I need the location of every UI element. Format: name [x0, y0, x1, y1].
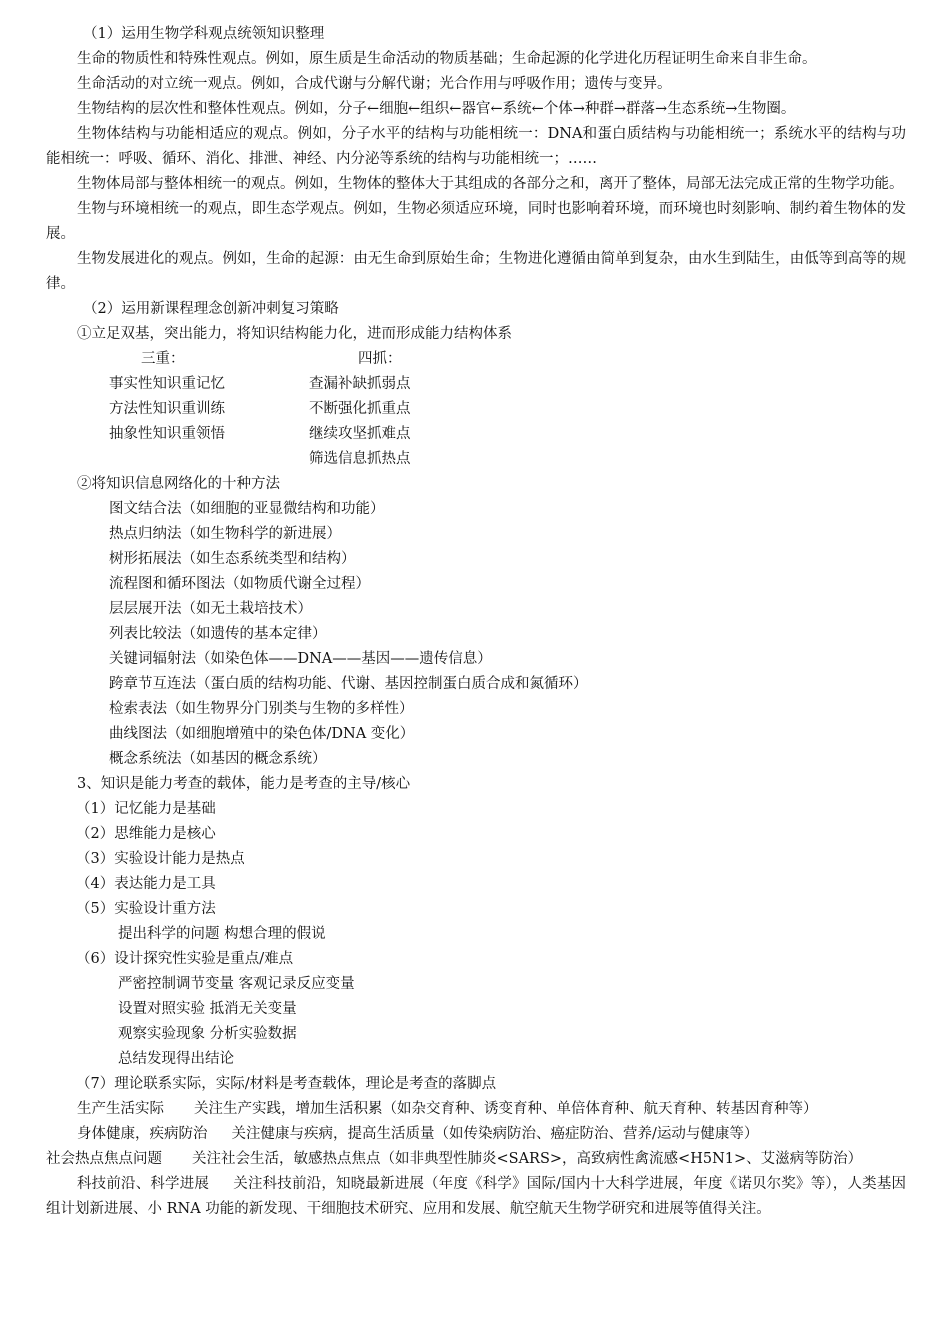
strategy-row [46, 372, 906, 397]
strategy-row [46, 397, 906, 422]
method-item: 跨章节互连法（蛋白质的结构功能、代谢、基因控制蛋白质合成和氮循环） [109, 676, 588, 692]
method-item: 树形拓展法（如生态系统类型和结构） [109, 551, 356, 567]
subsection-heading: ①立足双基，突出能力，将知识结构能力化，进而形成能力结构体系 [77, 326, 512, 342]
practice-row [46, 1122, 906, 1147]
column-title-three: 三重： [141, 351, 185, 367]
ability-item: （3）实验设计能力是热点 [76, 851, 245, 867]
practice-row [46, 1172, 906, 1222]
strategy-columns-header [46, 347, 906, 372]
paragraph: 生命的物质性和特殊性观点。例如，原生质是生命活动的物质基础；生命起源的化学进化历程证明生命来自非生命。 [77, 51, 817, 67]
practice-label: 生产生活实际 [77, 1101, 164, 1117]
strategy-right: 筛选信息抓热点 [309, 451, 411, 467]
ability-item: （4）表达能力是工具 [76, 876, 216, 892]
strategy-right: 继续攻坚抓难点 [309, 426, 411, 442]
practice-text: 关注健康与疾病，提高生活质量（如传染病防治、癌症防治、营养/运动与健康等） [231, 1126, 759, 1142]
practice-row [46, 1097, 906, 1122]
paragraph: 生物结构的层次性和整体性观点。例如，分子←细胞←组织←器官←系统←个体→种群→群落→生态系统→生物圈。 [77, 101, 796, 117]
method-item: 热点归纳法（如生物科学的新进展） [109, 526, 341, 542]
strategy-row [46, 447, 906, 472]
strategy-left: 事实性知识重记忆 [109, 376, 225, 392]
practice-row [46, 1147, 906, 1172]
method-sub-item [46, 922, 906, 947]
practice-label: 身体健康，疾病防治 [77, 1126, 208, 1142]
strategy-left [109, 447, 309, 472]
section-heading: （2）运用新课程理念创新冲刺复习策略 [83, 301, 339, 317]
practice-label: 社会热点焦点问题 [46, 1151, 162, 1167]
ability-item: （7）理论联系实际，实际/材料是考查载体，理论是考查的落脚点 [76, 1076, 497, 1092]
paragraph: 生物体结构与功能相适应的观点。例如，分子水平的结构与功能相统一：DNA和蛋白质结构与功能相统一；系统水平的结构与功能相统一：呼吸、循环、消化、排泄、神经、内分泌等系统的结构与功能相统一；…… [46, 126, 906, 167]
strategy-row [46, 422, 906, 447]
method-item: 概念系统法（如基因的概念系统） [109, 751, 327, 767]
practice-label: 科技前沿、科学进展 [77, 1176, 210, 1192]
strategy-left: 方法性知识重训练 [109, 401, 225, 417]
method-item: 列表比较法（如遗传的基本定律） [109, 626, 327, 642]
practice-text: 关注社会生活，敏感热点焦点（如非典型性肺炎<SARS>，高致病性禽流感<H5N1>、艾滋病等防治） [192, 1151, 863, 1167]
sub-phrase: 总结发现得出结论 [118, 1051, 234, 1067]
paragraph: 生物体局部与整体相统一的观点。例如，生物体的整体大于其组成的各部分之和，离开了整体，局部无法完成正常的生物学功能。 [77, 176, 904, 192]
section-heading: （1）运用生物学科观点统领知识整理 [83, 26, 325, 42]
method-item: 层层展开法（如无土栽培技术） [109, 601, 312, 617]
sub-phrase: 观察实验现象 [118, 1026, 205, 1042]
ability-item: （1）记忆能力是基础 [76, 801, 216, 817]
experiment-sub-item [46, 997, 906, 1022]
sub-phrase: 分析实验数据 [209, 1026, 297, 1042]
ability-item: （5）实验设计重方法 [76, 901, 216, 917]
practice-text: 关注科技前沿，知晓最新进展（年度《科学》国际/国内十大科学进展，年度《诺贝尔奖》等），人类基因组计划新进展、小 RNA 功能的新发现、干细胞技术研究、应用和发展、航空航天生物学研究和进展等值得关注。 [46, 1176, 906, 1217]
method-item: 曲线图法（如细胞增殖中的染色体/DNA 变化） [109, 726, 415, 742]
paragraph: 生命活动的对立统一观点。例如，合成代谢与分解代谢；光合作用与呼吸作用；遗传与变异。 [77, 76, 672, 92]
section-heading: 3、知识是能力考查的载体，能力是考查的主导/核心 [77, 776, 411, 792]
sub-phrase: 构想合理的假说 [224, 926, 326, 942]
sub-phrase: 提出科学的问题 [118, 926, 220, 942]
method-item: 关键词辐射法（如染色体——DNA——基因——遗传信息） [109, 651, 492, 667]
method-item: 检索表法（如生物界分门别类与生物的多样性） [109, 701, 414, 717]
method-item: 图文结合法（如细胞的亚显微结构和功能） [109, 501, 385, 517]
experiment-sub-item [46, 1022, 906, 1047]
method-item: 流程图和循环图法（如物质代谢全过程） [109, 576, 370, 592]
paragraph: 生物与环境相统一的观点，即生态学观点。例如，生物必须适应环境，同时也影响着环境，而环境也时刻影响、制约着生物体的发展。 [46, 201, 906, 242]
practice-text: 关注生产实践，增加生活积累（如杂交育种、诱变育种、单倍体育种、航天育种、转基因育种等） [194, 1101, 818, 1117]
strategy-right: 不断强化抓重点 [309, 401, 411, 417]
ability-item: （2）思维能力是核心 [76, 826, 216, 842]
sub-phrase: 设置对照实验 [118, 1001, 205, 1017]
document-page [46, 22, 906, 1222]
sub-phrase: 客观记录反应变量 [238, 976, 355, 992]
strategy-left: 抽象性知识重领悟 [109, 426, 225, 442]
experiment-sub-item [46, 972, 906, 997]
strategy-right: 查漏补缺抓弱点 [309, 376, 411, 392]
column-title-four: 四抓： [358, 351, 402, 367]
experiment-sub-item [46, 1047, 906, 1072]
paragraph: 生物发展进化的观点。例如，生命的起源：由无生命到原始生命；生物进化遵循由简单到复杂，由水生到陆生，由低等到高等的规律。 [46, 251, 906, 292]
sub-phrase: 严密控制调节变量 [118, 976, 234, 992]
ability-item: （6）设计探究性实验是重点/难点 [76, 951, 294, 967]
sub-phrase: 抵消无关变量 [209, 1001, 297, 1017]
subsection-heading: ②将知识信息网络化的十种方法 [77, 476, 280, 492]
